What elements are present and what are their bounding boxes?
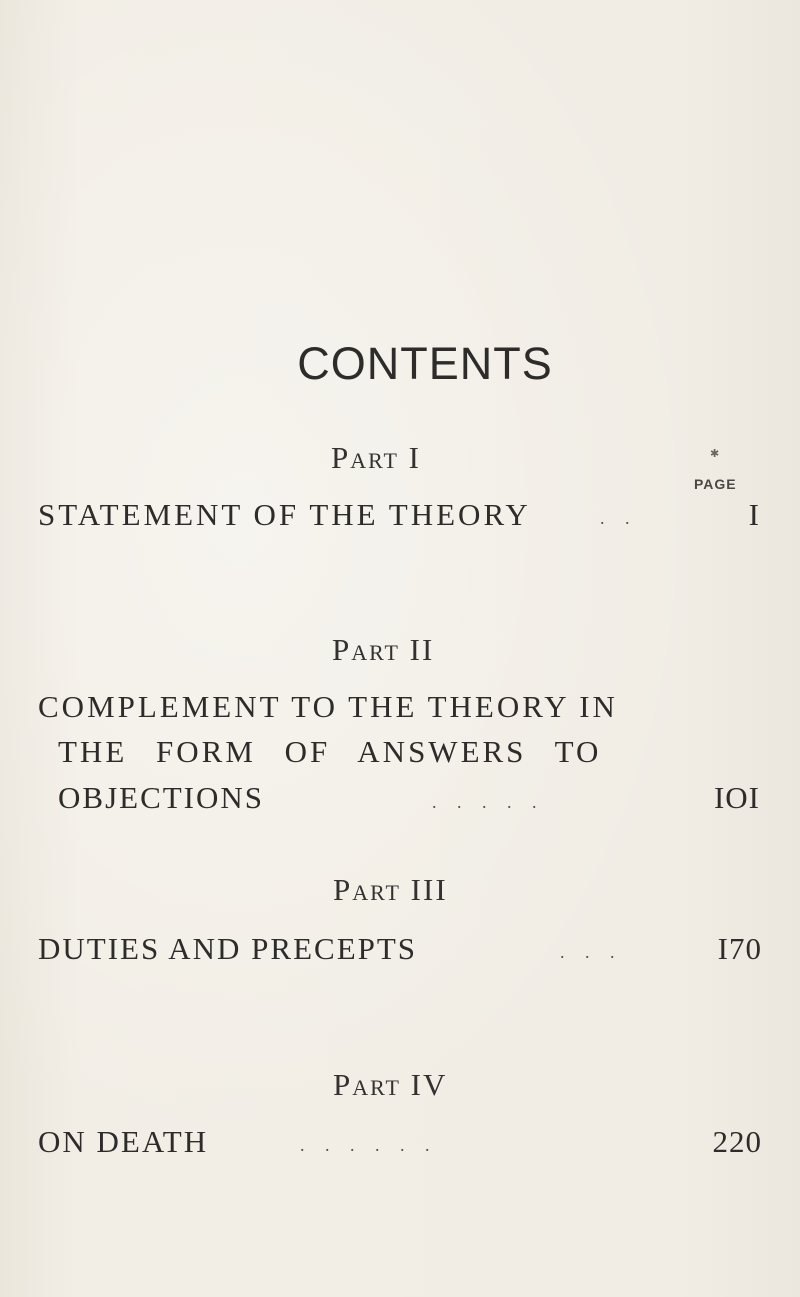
part-ii-leader: . . . . . xyxy=(432,792,545,812)
part-iii-entry-title: DUTIES AND PRECEPTS xyxy=(38,931,418,966)
part-ii-entry-line-3: OBJECTIONS xyxy=(58,780,265,815)
part-ii-page-number: IOI xyxy=(713,780,760,815)
part-i-leader: . . xyxy=(600,508,638,528)
part-ii-entry-line-1: COMPLEMENT TO THE THEORY IN xyxy=(38,689,618,724)
part-iv-entry-title: ON DEATH xyxy=(38,1124,209,1159)
part-iii-page-number: I70 xyxy=(717,931,762,966)
part-ii-label: Part II xyxy=(332,632,435,667)
part-i-entry-title: STATEMENT OF THE THEORY xyxy=(38,497,531,532)
part-iv-leader: . . . . . . xyxy=(300,1135,438,1155)
part-i-page-number: I xyxy=(748,497,760,532)
page-column-heading: PAGE xyxy=(694,476,737,492)
part-i-label: Part I xyxy=(331,440,421,475)
part-iv-page-number: 220 xyxy=(712,1124,762,1159)
ink-mark-icon: ✱ xyxy=(710,448,720,460)
part-iii-label: Part III xyxy=(333,872,448,907)
part-iv-label: Part IV xyxy=(333,1067,448,1102)
part-iii-leader: . . . xyxy=(560,942,623,962)
page-title: CONTENTS xyxy=(297,338,553,389)
part-ii-entry-line-2: THE FORM OF ANSWERS TO xyxy=(58,734,602,769)
